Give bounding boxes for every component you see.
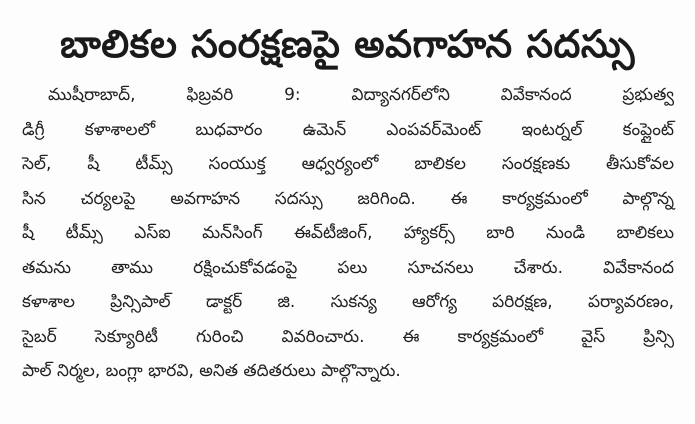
article-line: కళాశాల ప్రిన్సిపాల్ డాక్టర్ జి. సుకన్య ఆరోగ్య పరిరక్షణ, పర్యావరణం, xyxy=(22,292,674,312)
article-line: పాల్ నిర్మల, బంగ్లా భారవి, అనిత తదితరులు పాల్గొన్నారు. xyxy=(22,361,401,381)
article-line: సెల్, షీ టీమ్స్ సంయుక్త ఆధ్వర్యంలో బాలికల సంరక్షణకు తీసుకోవల xyxy=(22,154,674,174)
article-line: సైబర్ సెక్యూరిటీ గురించి వివరించారు. ఈ కార్యక్రమంలో వైస్ ప్రిన్సి xyxy=(22,326,674,347)
article-line: సిన చర్యలపై అవగాహన సదస్సు జరిగింది. ఈ కార్యక్రమంలో పాల్గొన్న xyxy=(22,188,674,209)
article-line: తమను తాము రక్షించుకోవడంపై పలు సూచనలు చేశారు. వివేకానంద xyxy=(22,257,674,278)
article-line: డిగ్రీ కళాశాలలో బుధవారం ఉమెన్ ఎంపవర్‌మెంట్ ఇంటర్నల్ కంప్లైంట్ xyxy=(22,119,674,140)
article-headline: బాలికల సంరక్షణపై అవగాహన సదస్సు xyxy=(60,22,635,66)
article-line: ముషీరాబాద్, ఫిబ్రవరి 9: విద్యానగర్‌లోని వివేకానంద ప్రభుత్వ xyxy=(48,85,674,105)
article-body xyxy=(22,78,674,389)
article-line: షీ టీమ్స్ ఎస్ఐ మన్‌సింగ్ ఈవ్‌టీజింగ్, హ్యాకర్స్ బారి నుండి బాలికలు xyxy=(22,223,674,243)
